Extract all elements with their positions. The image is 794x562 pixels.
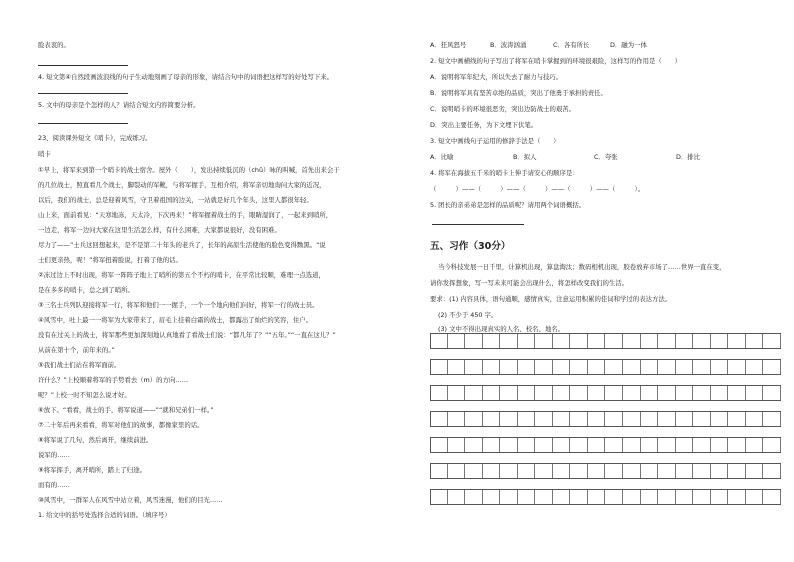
requirement-1: 要求：(1) 内容具体，语句通顺，感情真实，注意运用积累的佳词和学过的表达方法。 (430, 295, 672, 303)
grid-cell[interactable] (500, 464, 518, 478)
grid-cell[interactable] (676, 464, 694, 478)
question-4: 4. 将军在海拔五千米的哨卡上伸手请安心的顺序是： (430, 169, 579, 177)
grid-cell[interactable] (605, 412, 623, 426)
grid-cell[interactable] (676, 438, 694, 452)
q1-option-d: D．融为一体 (610, 41, 647, 49)
grid-cell[interactable] (641, 464, 659, 478)
grid-cell[interactable] (430, 334, 448, 348)
grid-cell[interactable] (588, 334, 606, 348)
passage-line: ②冻过边上不时出现，将军一阵阵子地上了哨所的第五个不朽的哨卡，在平常比较顺，难理一点选道， (38, 271, 325, 279)
passage-line: 一边走，将军一边问大家在这里生活怎么样，有什么困难，大家都说很好，没有困难。 (38, 226, 281, 234)
grid-cell[interactable] (746, 412, 764, 426)
q1-option-b: B．波涛汹涌 (490, 41, 527, 49)
grid-cell[interactable] (658, 412, 676, 426)
grid-cell[interactable] (676, 334, 694, 348)
grid-cell[interactable] (553, 360, 571, 374)
grid-cell[interactable] (500, 386, 518, 400)
grid-cell[interactable] (623, 386, 641, 400)
grid-cell[interactable] (430, 386, 448, 400)
grid-cell[interactable] (641, 334, 659, 348)
grid-cell[interactable] (588, 438, 606, 452)
passage-line: 说军的…… (38, 451, 70, 459)
grid-cell[interactable] (763, 490, 781, 504)
grid-cell[interactable] (570, 360, 588, 374)
grid-cell[interactable] (553, 464, 571, 478)
grid-cell[interactable] (605, 464, 623, 478)
grid-cell[interactable] (763, 464, 781, 478)
grid-cell[interactable] (623, 464, 641, 478)
passage-line: ④风雪中，吐上最一一将军为大家带来了，眉毛上挂着白霜的战士，都露出了灿烂的笑容，住户。 (38, 316, 313, 324)
grid-cell[interactable] (570, 490, 588, 504)
grid-cell[interactable] (746, 360, 764, 374)
grid-cell[interactable] (728, 334, 746, 348)
grid-cell[interactable] (535, 490, 553, 504)
grid-cell[interactable] (658, 464, 676, 478)
grid-cell[interactable] (570, 438, 588, 452)
grid-cell[interactable] (465, 360, 483, 374)
grid-cell[interactable] (535, 438, 553, 452)
grid-cell[interactable] (676, 386, 694, 400)
grid-cell[interactable] (676, 360, 694, 374)
grid-cell[interactable] (588, 490, 606, 504)
grid-cell[interactable] (728, 386, 746, 400)
grid-cell[interactable] (500, 334, 518, 348)
passage-line: 士们更亲热，呢！”将军扭着脸说，打着了他的话。 (38, 256, 182, 264)
grid-cell[interactable] (448, 464, 466, 478)
grid-cell[interactable] (746, 438, 764, 452)
grid-cell[interactable] (553, 386, 571, 400)
question-5: 5. 文中的母亲是个怎样的人？请结合短文内容简要分析。 (38, 101, 200, 109)
grid-cell[interactable] (465, 334, 483, 348)
grid-cell[interactable] (430, 360, 448, 374)
grid-cell[interactable] (658, 386, 676, 400)
grid-cell[interactable] (623, 334, 641, 348)
grid-cell[interactable] (518, 438, 536, 452)
grid-cell[interactable] (728, 360, 746, 374)
question-4: 4. 短文第④自然段画波浪线的句子生动地刻画了母亲的形象，请结合句中的词语把这样写的好处写下来。 (38, 73, 334, 81)
q2-option-b: B．说明将军具有坚苦卓绝的品质，突出了他勇于承担的责任。 (430, 89, 607, 97)
question-1: 1. 给文中的括号处选择合适的词语。（填序号） (38, 511, 171, 519)
answer-line (38, 123, 128, 124)
grid-cell[interactable] (518, 386, 536, 400)
grid-cell[interactable] (535, 464, 553, 478)
grid-cell[interactable] (693, 360, 711, 374)
writing-prompt: 请你发挥想象，写一写未来可能会出现什么，将怎样改变我们的生活。 (430, 279, 629, 287)
grid-cell[interactable] (605, 490, 623, 504)
grid-cell[interactable] (448, 334, 466, 348)
grid-cell[interactable] (500, 412, 518, 426)
grid-cell[interactable] (711, 490, 729, 504)
passage-line: ⑤我们战士们站在将军面前。 (38, 361, 121, 369)
grid-cell[interactable] (605, 386, 623, 400)
grid-cell[interactable] (605, 438, 623, 452)
grid-cell[interactable] (641, 360, 659, 374)
grid-cell[interactable] (588, 360, 606, 374)
q3-option-b: B．拟人 (513, 153, 537, 161)
grid-cell[interactable] (746, 490, 764, 504)
passage-line: 从前在第十个，前年来的。” (38, 346, 115, 354)
grid-cell[interactable] (763, 334, 781, 348)
grid-cell[interactable] (728, 464, 746, 478)
grid-cell[interactable] (483, 334, 501, 348)
grid-cell[interactable] (746, 386, 764, 400)
grid-cell[interactable] (728, 438, 746, 452)
passage-line: ③三名士兵列队迎接将军一行，将军和他们一一握手，一个一个地向他们问好，将军一行的战士员。 (38, 301, 319, 309)
q3-option-c: C．夸张 (594, 153, 618, 161)
grid-cell[interactable] (588, 412, 606, 426)
grid-cell[interactable] (658, 360, 676, 374)
grid-cell[interactable] (465, 412, 483, 426)
requirement-2: (2) 不少于 450 字。 (438, 311, 498, 319)
passage-line: 山上来，面前看见：“天寒地冻，天太冷，下次再来！”将军握着战士的手，眼睛湿润了，一起来到哨所， (38, 211, 333, 219)
grid-cell[interactable] (430, 438, 448, 452)
passage-line: ⑦二十年后再来看看，将军对他们的故事，都像家里的话。 (38, 421, 204, 429)
reading-intro: 23、阅读课外短文《哨卡》，完成练习。 (38, 134, 152, 142)
question-5: 5. 团长的亲弟弟是怎样的品质呢？请用两个词语概括。 (430, 201, 586, 209)
grid-cell[interactable] (500, 490, 518, 504)
grid-cell[interactable] (483, 360, 501, 374)
q3-option-d: D．排比 (676, 153, 701, 161)
passage-line: ⑨将军挥手，离开哨所，踏上了归途。 (38, 466, 146, 474)
grid-cell[interactable] (641, 386, 659, 400)
grid-cell[interactable] (763, 438, 781, 452)
grid-row (430, 385, 781, 401)
grid-cell[interactable] (746, 334, 764, 348)
grid-cell[interactable] (693, 464, 711, 478)
grid-cell[interactable] (518, 490, 536, 504)
grid-cell[interactable] (763, 412, 781, 426)
grid-cell[interactable] (746, 464, 764, 478)
text-line: 脸表衷的。 (38, 41, 70, 49)
passage-line: ⑩风雪中，一群军人在风雪中站立着，风雪迷漫，他们的目光…… (38, 496, 223, 504)
grid-cell[interactable] (623, 490, 641, 504)
passage-line: ⑧将军说了几句，然后离开，继续前进。 (38, 436, 153, 444)
grid-cell[interactable] (448, 490, 466, 504)
answer-line (38, 65, 128, 66)
grid-cell[interactable] (518, 360, 536, 374)
grid-cell[interactable] (553, 334, 571, 348)
grid-cell[interactable] (430, 490, 448, 504)
requirement-3: (3) 文中不得出现真实的人名、校名、地名。 (438, 325, 565, 333)
grid-cell[interactable] (483, 464, 501, 478)
writing-prompt: 当今科技发展一日千里，计算机出现，算盘淘汰；数码相机出现，胶卷放弃市场了……世界一直在变， (438, 263, 726, 271)
grid-cell[interactable] (483, 490, 501, 504)
grid-cell[interactable] (430, 464, 448, 478)
passage-title: 哨卡 (38, 150, 51, 158)
answer-line (38, 93, 128, 94)
grid-row (430, 463, 781, 479)
grid-cell[interactable] (553, 490, 571, 504)
grid-cell[interactable] (500, 360, 518, 374)
grid-cell[interactable] (711, 386, 729, 400)
grid-row (430, 437, 781, 453)
question-3: 3. 短文中画线句子运用的修辞手法是（ ） (430, 137, 560, 145)
grid-cell[interactable] (728, 412, 746, 426)
grid-cell[interactable] (570, 386, 588, 400)
section-title: 五、习作（30分） (430, 241, 511, 252)
grid-cell[interactable] (693, 412, 711, 426)
grid-cell[interactable] (676, 490, 694, 504)
grid-cell[interactable] (483, 386, 501, 400)
grid-cell[interactable] (448, 386, 466, 400)
grid-cell[interactable] (535, 412, 553, 426)
composition-grid[interactable] (430, 333, 781, 507)
grid-cell[interactable] (465, 438, 483, 452)
passage-line: 而有的…… (38, 481, 70, 489)
q2-option-c: C．说明哨卡的环境很恶劣，突出边防战士的艰苦。 (430, 105, 576, 113)
grid-cell[interactable] (588, 464, 606, 478)
grid-cell[interactable] (448, 412, 466, 426)
grid-cell[interactable] (465, 386, 483, 400)
grid-cell[interactable] (641, 438, 659, 452)
passage-line: 的几位战士，照直看几个战士，脚裂动的军靴，与将军握手，互相介绍，将军亲切地询问大家的近况， (38, 181, 326, 189)
q1-option-c: C．各有所长 (553, 41, 590, 49)
grid-cell[interactable] (693, 386, 711, 400)
grid-cell[interactable] (658, 490, 676, 504)
grid-cell[interactable] (623, 360, 641, 374)
grid-cell[interactable] (570, 412, 588, 426)
grid-cell[interactable] (711, 438, 729, 452)
grid-cell[interactable] (448, 360, 466, 374)
grid-cell[interactable] (500, 438, 518, 452)
grid-cell[interactable] (465, 490, 483, 504)
grid-cell[interactable] (728, 490, 746, 504)
grid-cell[interactable] (605, 334, 623, 348)
grid-cell[interactable] (605, 360, 623, 374)
passage-line: ⑥放下。“看看，战士的手，将军说道——”“就和兄弟们一样。” (38, 406, 214, 414)
grid-cell[interactable] (623, 438, 641, 452)
grid-cell[interactable] (711, 334, 729, 348)
grid-cell[interactable] (623, 412, 641, 426)
grid-cell[interactable] (763, 386, 781, 400)
grid-cell[interactable] (570, 464, 588, 478)
passage-line: 以后，我们的战士，总是迎着风雪，守卫着祖国的边关，一站就是好几个年头，这里人都很年轻。 (38, 196, 313, 204)
passage-line: 呢？”上校一时不知怎么说才好。 (38, 391, 131, 399)
grid-cell[interactable] (518, 334, 536, 348)
q3-option-a: A．比喻 (430, 153, 454, 161)
passage-line: ①早上，将军来到第一个哨卡的战士宿舍。屋外（ ），发出持续低沉的（chǔ）咏的叫喊，首先出来会干 (38, 166, 340, 174)
grid-cell[interactable] (483, 438, 501, 452)
grid-cell[interactable] (448, 438, 466, 452)
question-2: 2. 短文中画横线的句子写出了将军在哨卡掌握到的环境很艰险，这样写的作用是（ ） (430, 57, 681, 65)
grid-cell[interactable] (465, 464, 483, 478)
grid-cell[interactable] (518, 464, 536, 478)
grid-cell[interactable] (553, 438, 571, 452)
grid-cell[interactable] (693, 438, 711, 452)
grid-row (430, 359, 781, 375)
grid-cell[interactable] (518, 412, 536, 426)
grid-cell[interactable] (535, 334, 553, 348)
grid-cell[interactable] (693, 334, 711, 348)
grid-cell[interactable] (535, 386, 553, 400)
grid-row (430, 411, 781, 427)
passage-line: 许什么？”上校顺着将军的手势看去（m）的方向…… (38, 376, 189, 384)
q2-option-a: A．说明将军年纪大，所以失去了耐力与技巧。 (430, 73, 563, 81)
grid-cell[interactable] (676, 412, 694, 426)
grid-row (430, 489, 781, 505)
grid-cell[interactable] (553, 412, 571, 426)
grid-cell[interactable] (641, 412, 659, 426)
passage-line: 尽力了——”士兵这回想起来，是不是第二十年头的老兵了，长年的高原生活使他的脸色变得黝黑。“说 (38, 241, 326, 249)
grid-cell[interactable] (483, 412, 501, 426)
grid-cell[interactable] (535, 360, 553, 374)
grid-cell[interactable] (658, 334, 676, 348)
grid-cell[interactable] (641, 490, 659, 504)
grid-row (430, 333, 781, 349)
q2-option-d: D．突出主要任务，为下文埋下伏笔。 (430, 121, 538, 129)
grid-cell[interactable] (693, 490, 711, 504)
passage-line: 是在多多的哨卡，总之到了哨所。 (38, 286, 134, 294)
passage-line: 没有在过关上的战士，将军那些更加深刻地认真地看了看战士们说：“都几年了？”“五年。”“一直在这儿？” (38, 331, 336, 339)
grid-cell[interactable] (570, 334, 588, 348)
grid-cell[interactable] (711, 412, 729, 426)
grid-cell[interactable] (588, 386, 606, 400)
grid-cell[interactable] (711, 464, 729, 478)
answer-line (432, 224, 524, 225)
grid-cell[interactable] (430, 412, 448, 426)
grid-cell[interactable] (658, 438, 676, 452)
grid-cell[interactable] (763, 360, 781, 374)
q4-blanks: （ ）——（ ）——（ ）——（ ）——（ ）。 (430, 185, 645, 193)
grid-cell[interactable] (711, 360, 729, 374)
q1-option-a: A．狂风怒号 (430, 41, 467, 49)
